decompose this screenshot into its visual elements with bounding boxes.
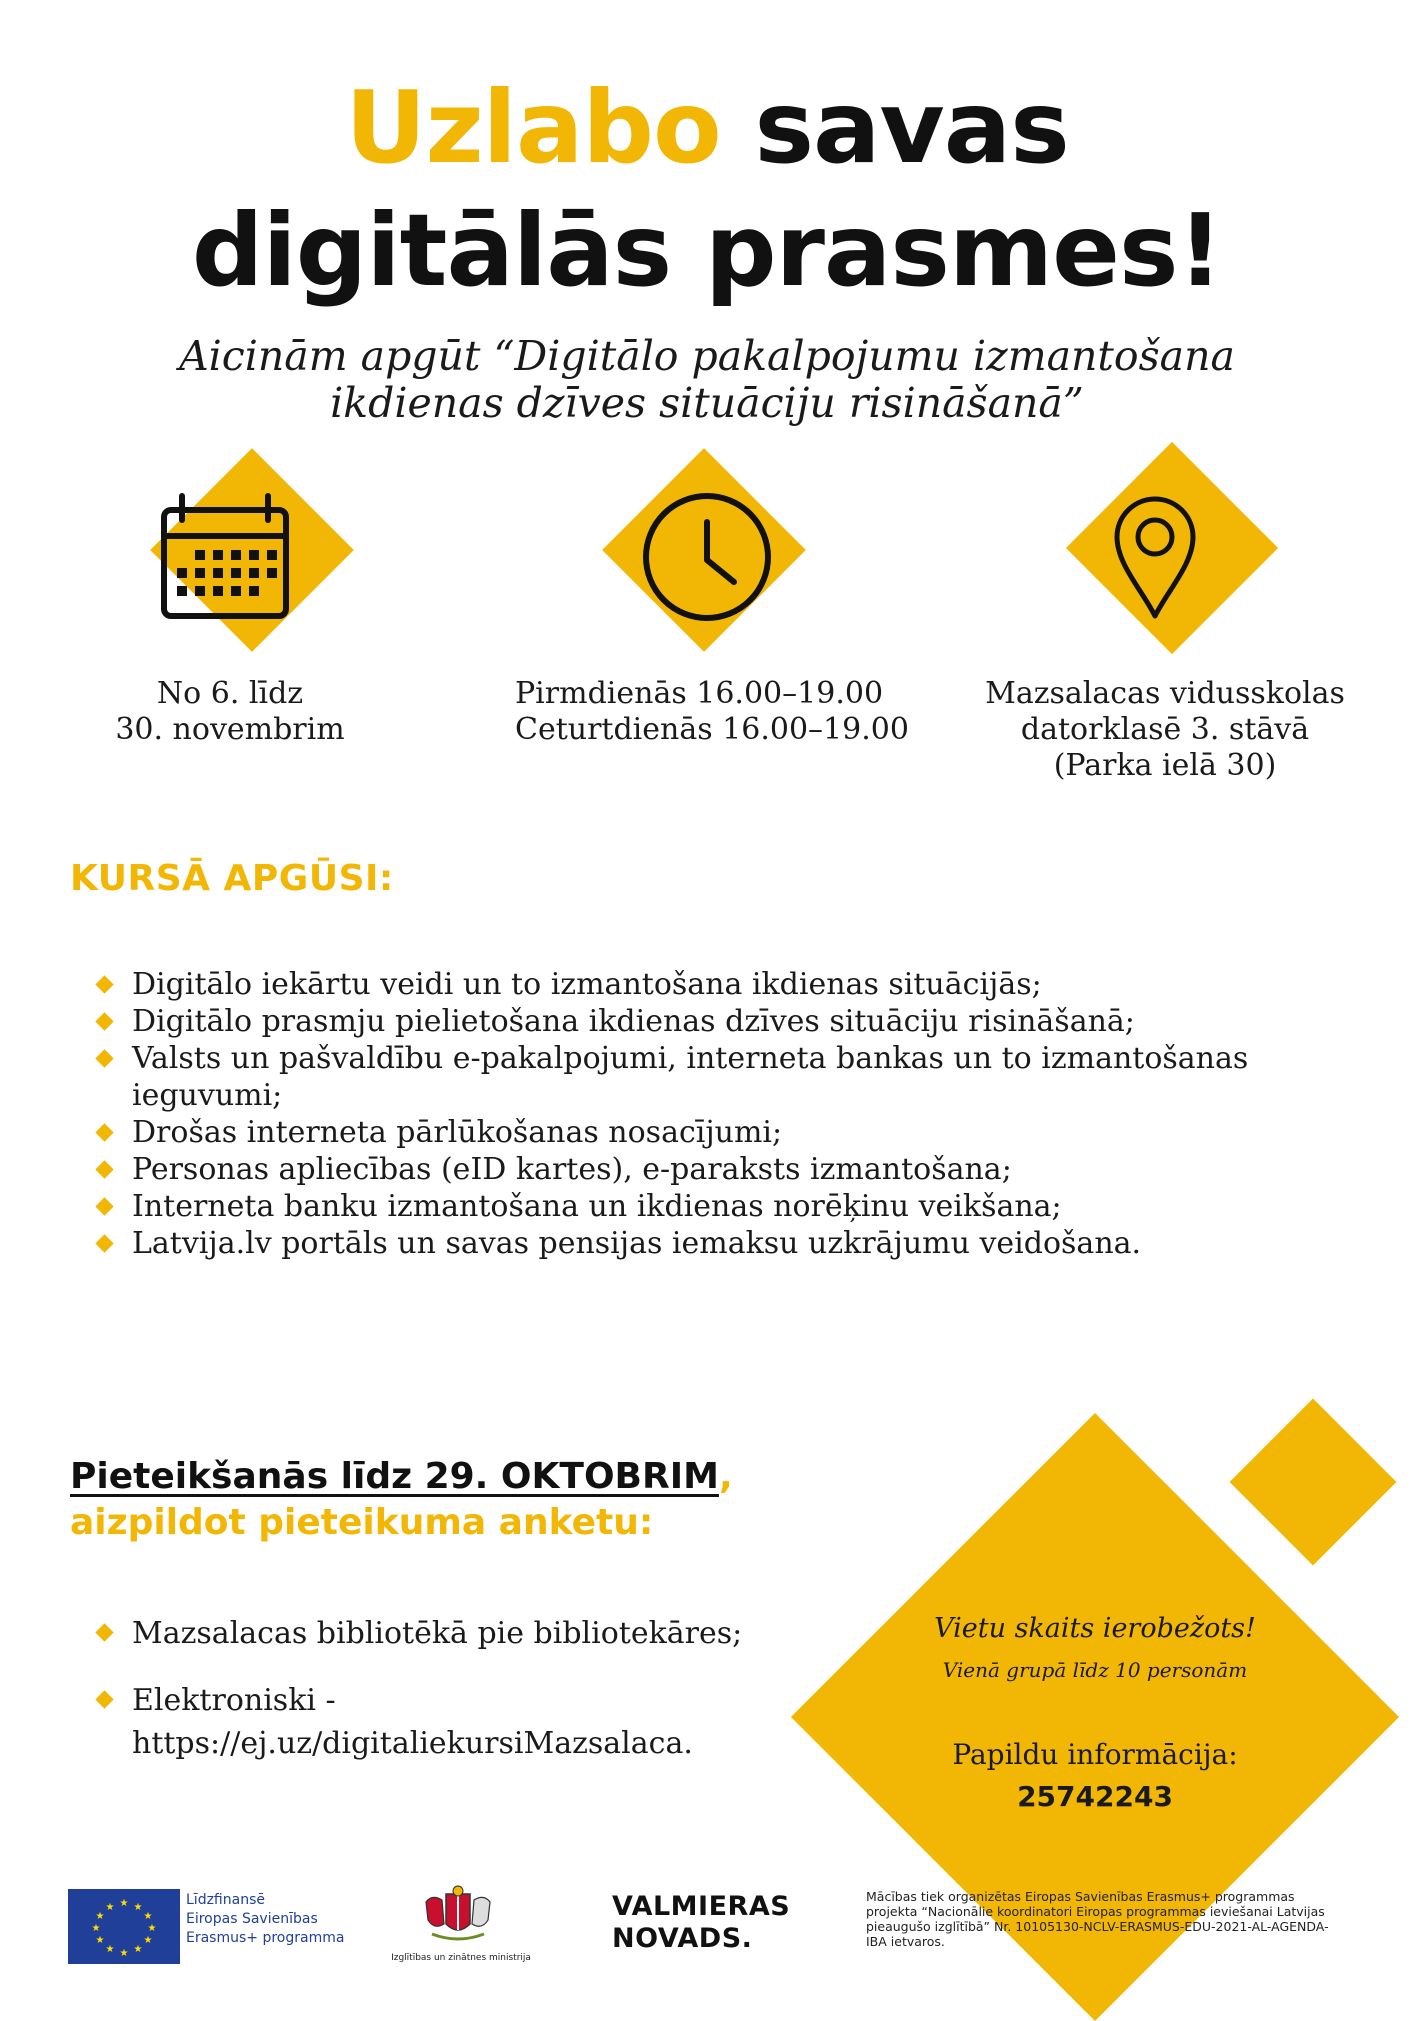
title-accent-word: Uzlabo xyxy=(345,69,721,186)
group-size: Vienā grupā līdz 10 personām xyxy=(942,1658,1248,1682)
list-item: Interneta banku izmantošana un ikdienas norēķinu veikšana; xyxy=(92,1188,1362,1225)
svg-text:★: ★ xyxy=(147,1923,157,1934)
times-info xyxy=(480,676,975,748)
subtitle-line2: ikdienas dzīves situāciju risināšanā” xyxy=(330,379,1084,427)
svg-text:★: ★ xyxy=(91,1923,101,1934)
diamond-bullet-icon xyxy=(95,1160,113,1178)
list-item xyxy=(92,1679,772,1765)
svg-text:★: ★ xyxy=(143,1911,153,1922)
dates-line2: 30. novembrim xyxy=(115,712,345,747)
list-item: Drošas interneta pārlūkošanas nosacījumi; xyxy=(92,1114,1362,1151)
diamond-bullet-icon xyxy=(95,1623,113,1641)
subtitle-line1: Aicinām apgūt “Digitālo pakalpojumu izmantošana xyxy=(179,332,1235,380)
main-title-line1 xyxy=(0,69,1414,186)
diamond-bullet-icon xyxy=(95,1123,113,1141)
svg-text:★: ★ xyxy=(133,1902,143,1913)
location-line3: (Parka ielā 30) xyxy=(1053,748,1277,783)
ministry-name: Izglītības un zinātnes ministrija xyxy=(391,1953,531,1963)
times-line1: Pirmdienās 16.00–19.00 xyxy=(515,676,884,711)
list-item: Digitālo iekārtu veidi un to izmantošana ikdienas situācijās; xyxy=(92,966,1362,1003)
list-item: Personas apliecības (eID kartes), e-paraksts izmantošana; xyxy=(92,1151,1362,1188)
main-title-line2: digitālās prasmes! xyxy=(191,192,1223,309)
calendar-icon xyxy=(160,492,290,622)
title-line1-rest: savas xyxy=(720,69,1069,186)
diamond-bullet-icon xyxy=(95,975,113,993)
diamond-bullet-icon xyxy=(95,1197,113,1215)
registration-list xyxy=(92,1612,792,1789)
list-item: Digitālo prasmju pielietošana ikdienas dzīves situāciju risināšanā; xyxy=(92,1003,1362,1040)
svg-text:★: ★ xyxy=(133,1944,143,1955)
times-line2: Ceturtdienās 16.00–19.00 xyxy=(515,712,909,747)
course-list xyxy=(92,966,1362,1262)
small-corner-diamond xyxy=(1230,1399,1397,1566)
svg-text:★: ★ xyxy=(105,1902,115,1913)
list-item: Valsts un pašvaldību e-pakalpojumi, interneta bankas un to izmantošanas ieguvumi; xyxy=(92,1040,1362,1114)
location-line2: datorklasē 3. stāvā xyxy=(1020,712,1310,747)
registration-comma: , xyxy=(718,1456,733,1497)
ministry-crest-icon xyxy=(418,1884,498,1948)
project-note: Mācības tiek organizētas Eiropas Savienības Erasmus+ programmas projekta “Nacionālie koordinatori Eiropas programmas ieviešanai Latvijas pieaugušo izglītībā” Nr. 10105130-NCLV-ERASMUS-EDU-2021-AL-AGENDA-IBA ietvaros. xyxy=(866,1889,1329,1949)
diamond-bullet-icon xyxy=(95,1690,113,1708)
course-heading: KURSĀ APGŪSI: xyxy=(70,858,394,899)
svg-text:★: ★ xyxy=(105,1944,115,1955)
diamond-bullet-icon xyxy=(95,1234,113,1252)
valmieras-novads-logo: VALMIERAS NOVADS. xyxy=(612,1891,791,1954)
phone-number[interactable]: 25742243 xyxy=(1017,1780,1173,1813)
diamond-bullet-icon xyxy=(95,1012,113,1030)
clock-icon xyxy=(640,490,774,624)
location-pin-icon xyxy=(1112,494,1198,622)
registration-deadline-text: Pieteikšanās līdz 29. OKTOBRIM xyxy=(70,1456,719,1497)
eu-flag-icon xyxy=(68,1889,180,1964)
list-item: Mazsalacas bibliotēkā pie bibliotekāres; xyxy=(92,1612,792,1655)
eu-cofunding-text: Līdzfinansē Eiropas Savienības Erasmus+ programma xyxy=(186,1892,345,1946)
list-item: Latvija.lv portāls un savas pensijas iemaksu uzkrājumu veidošana. xyxy=(92,1225,1362,1262)
svg-text:★: ★ xyxy=(119,1948,129,1959)
limited-seats: Vietu skaits ierobežots! xyxy=(934,1613,1256,1644)
registration-method: aizpildot pieteikuma anketu: xyxy=(70,1502,654,1543)
more-info-label: Papildu informācija: xyxy=(952,1738,1238,1771)
svg-text:★: ★ xyxy=(95,1935,105,1946)
svg-text:★: ★ xyxy=(95,1911,105,1922)
location-line1: Mazsalacas vidusskolas xyxy=(985,676,1345,711)
diamond-bullet-icon xyxy=(95,1049,113,1067)
svg-text:★: ★ xyxy=(143,1935,153,1946)
svg-text:★: ★ xyxy=(119,1898,129,1909)
dates-line1: No 6. līdz xyxy=(156,676,304,711)
location-info xyxy=(945,676,1385,784)
dates-info xyxy=(90,676,370,748)
registration-link[interactable]: Elektroniski - https://ej.uz/digitaliekursiMazsalaca. xyxy=(132,1683,693,1761)
registration-deadline xyxy=(70,1456,733,1497)
